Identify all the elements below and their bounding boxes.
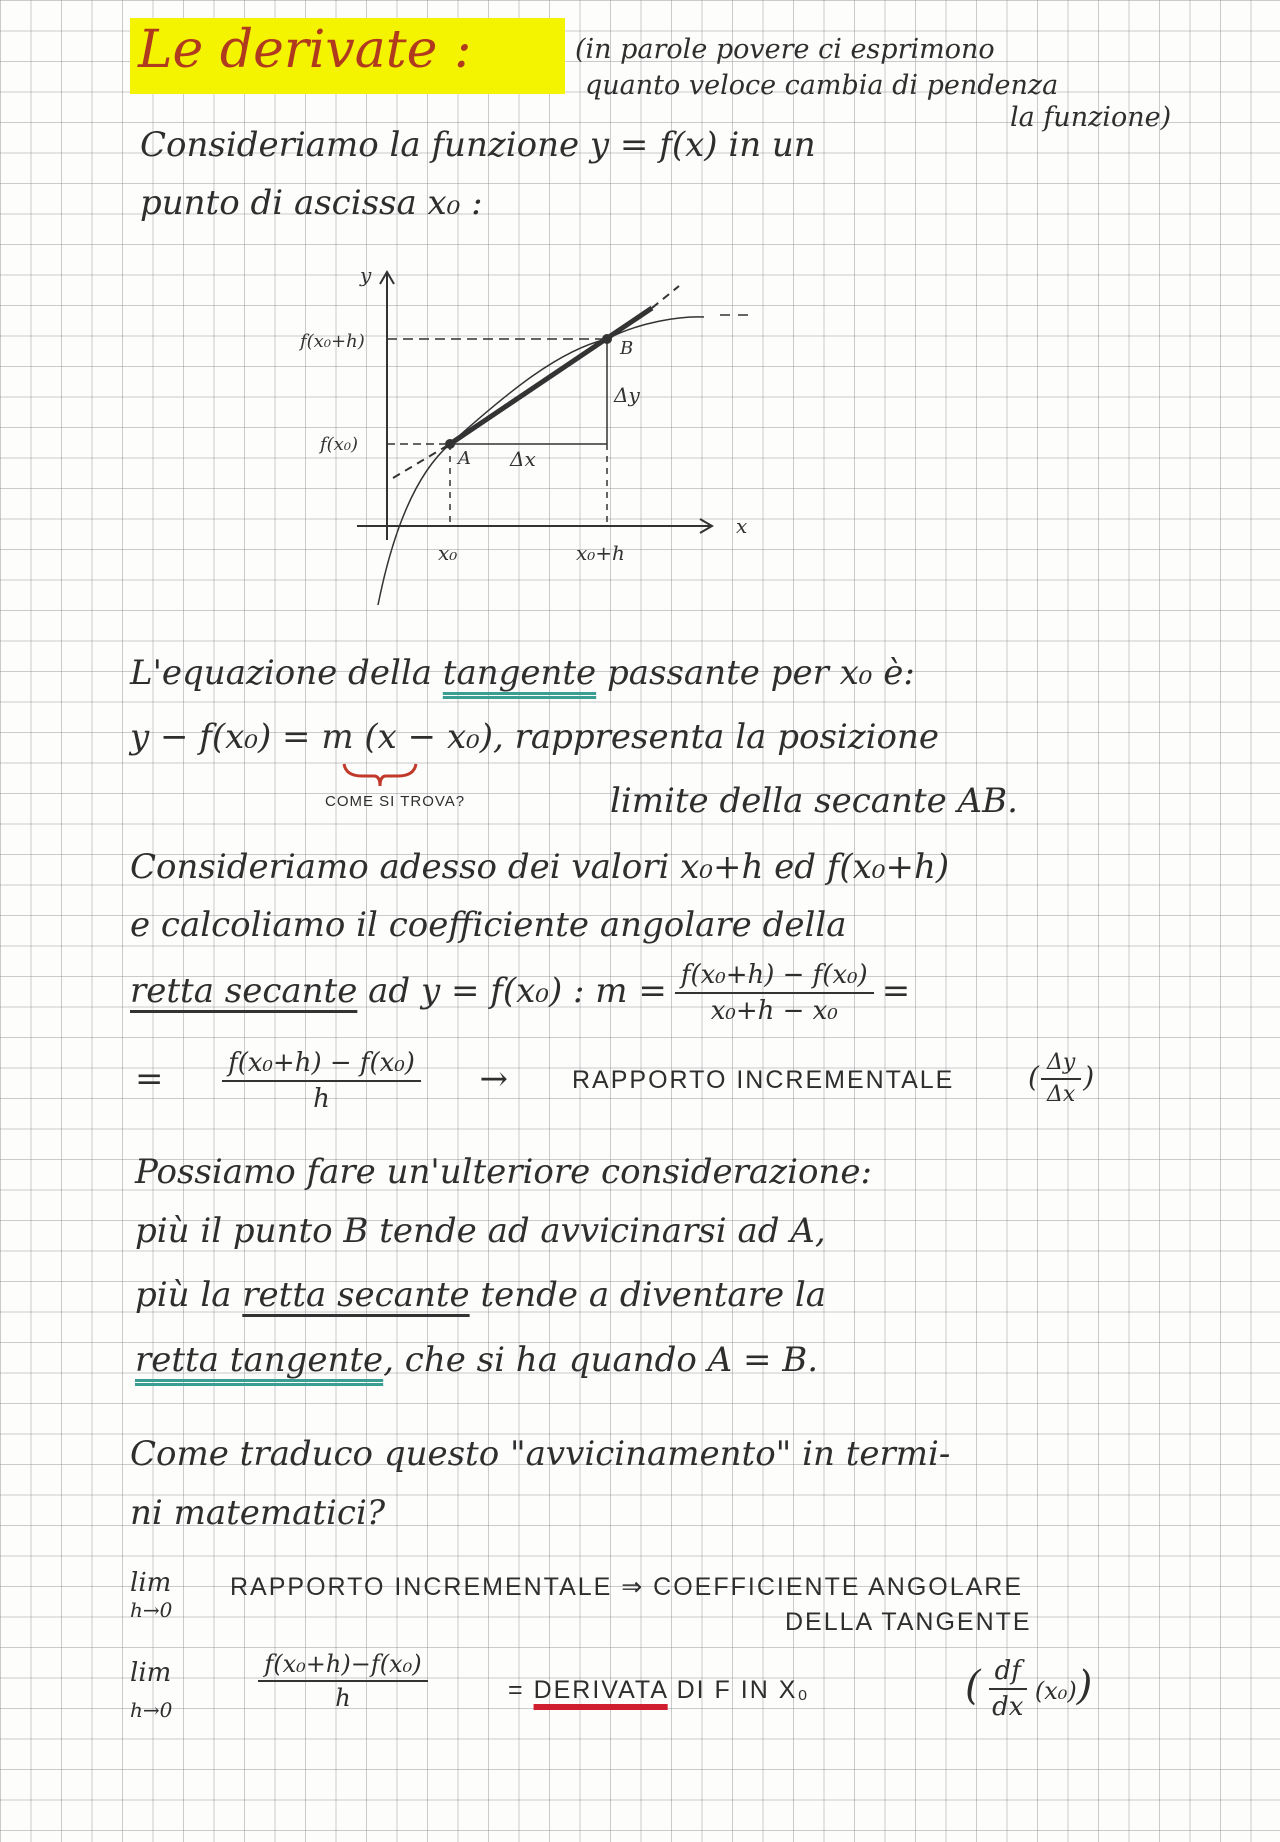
delta-x-label: Δx bbox=[510, 447, 536, 471]
aside-line-1: (in parole povere ci esprimono bbox=[575, 34, 995, 65]
tangent-line-2: y − f(x₀) = m (x − x₀), rappresenta la posizione bbox=[130, 717, 940, 757]
tangent-line-1: L'equazione della tangente passante per x₀ è: bbox=[130, 653, 915, 693]
intro-line-1: Consideriamo la funzione y = f(x) in un bbox=[140, 125, 816, 165]
limit-1-lim: lim bbox=[130, 1568, 172, 1598]
red-brace-icon bbox=[340, 760, 420, 790]
derivata-underlined: DERIVATA bbox=[533, 1676, 668, 1704]
consideration-line-3: più la retta secante tende a diventare la bbox=[135, 1275, 827, 1315]
limit-1-text-2: DELLA TANGENTE bbox=[785, 1608, 1032, 1636]
tangente-underlined: tangente bbox=[442, 653, 597, 693]
point-a-label: A bbox=[458, 448, 471, 469]
x0h-label: x₀+h bbox=[576, 541, 625, 565]
secant-line-1: Consideriamo adesso dei valori x₀+h ed f(x₀+h) bbox=[130, 847, 950, 887]
secant-slope-fraction: $\frac{\text{f(x₀+h) − f(x₀)}}{\text{x₀+h − x₀}}$ bbox=[675, 962, 874, 1024]
limit-1-text: RAPPORTO INCREMENTALE ⇒ COEFFICIENTE ANGOLARE bbox=[230, 1573, 1024, 1601]
x0-label: x₀ bbox=[438, 541, 458, 565]
delta-ratio: ( $\frac{\Delta y}{\Delta x}$ ) bbox=[1028, 1050, 1095, 1107]
leibniz-notation: ( $\frac{df}{dx}$ (x₀)) bbox=[965, 1656, 1093, 1722]
point-a bbox=[445, 439, 455, 449]
question-line-1: Come traduco questo "avvicinamento" in termi- bbox=[130, 1434, 951, 1474]
y-axis-label: y bbox=[360, 263, 372, 287]
fx0-label: f(x₀) bbox=[320, 434, 359, 455]
note-come-si-trova: COME SI TROVA? bbox=[325, 793, 466, 810]
secant-diagram bbox=[0, 0, 1280, 640]
function-curve bbox=[378, 317, 704, 605]
limit-1-sub: h→0 bbox=[130, 1598, 173, 1622]
point-b-label: B bbox=[620, 338, 634, 359]
aside-line-2: quanto veloce cambia di pendenza bbox=[585, 70, 1059, 101]
secant-extension-top bbox=[652, 286, 679, 308]
aside-line-3: la funzione) bbox=[1010, 102, 1172, 133]
fx0h-label: f(x₀+h) bbox=[300, 331, 365, 352]
intro-line-2: punto di ascissa x₀ : bbox=[140, 183, 483, 223]
secant-extension bbox=[393, 444, 450, 478]
consideration-line-4: retta tangente, che si ha quando A = B. bbox=[135, 1340, 819, 1380]
secant-line-3: retta secante ad y = f(x₀) : m = $\frac{\text{f(x₀+h) − f(x₀)}}{\text{x₀+h − x₀}}$ = bbox=[130, 960, 911, 1026]
secant-line-2: e calcoliamo il coefficiente angolare della bbox=[130, 905, 847, 945]
limit-2-sub: h→0 bbox=[130, 1698, 173, 1722]
incremental-ratio-line: = $\frac{\text{f(x₀+h) − f(x₀)}}{h}$ → bbox=[135, 1048, 508, 1114]
derivative-definition: = DERIVATA DI F IN X₀ bbox=[508, 1676, 810, 1704]
question-line-2: ni matematici? bbox=[130, 1493, 386, 1533]
consideration-line-1: Possiamo fare un'ulteriore considerazione: bbox=[135, 1152, 872, 1192]
page-title: Le derivate : bbox=[138, 20, 472, 80]
x-axis-label: x bbox=[736, 514, 748, 538]
limit-2-lim: lim bbox=[130, 1658, 172, 1688]
consideration-line-2: più il punto B tende ad avvicinarsi ad A, bbox=[135, 1211, 826, 1251]
slope-m: m bbox=[321, 717, 354, 757]
tangent-line-3: limite della secante AB. bbox=[610, 781, 1018, 821]
point-b bbox=[602, 334, 612, 344]
incremental-ratio-label: RAPPORTO INCREMENTALE bbox=[572, 1066, 955, 1094]
limit-2-fraction: $\frac{\text{f(x₀+h)−f(x₀)}}{h}$ bbox=[220, 1652, 466, 1710]
secant-line bbox=[450, 308, 652, 444]
delta-y-label: Δy bbox=[614, 383, 640, 407]
